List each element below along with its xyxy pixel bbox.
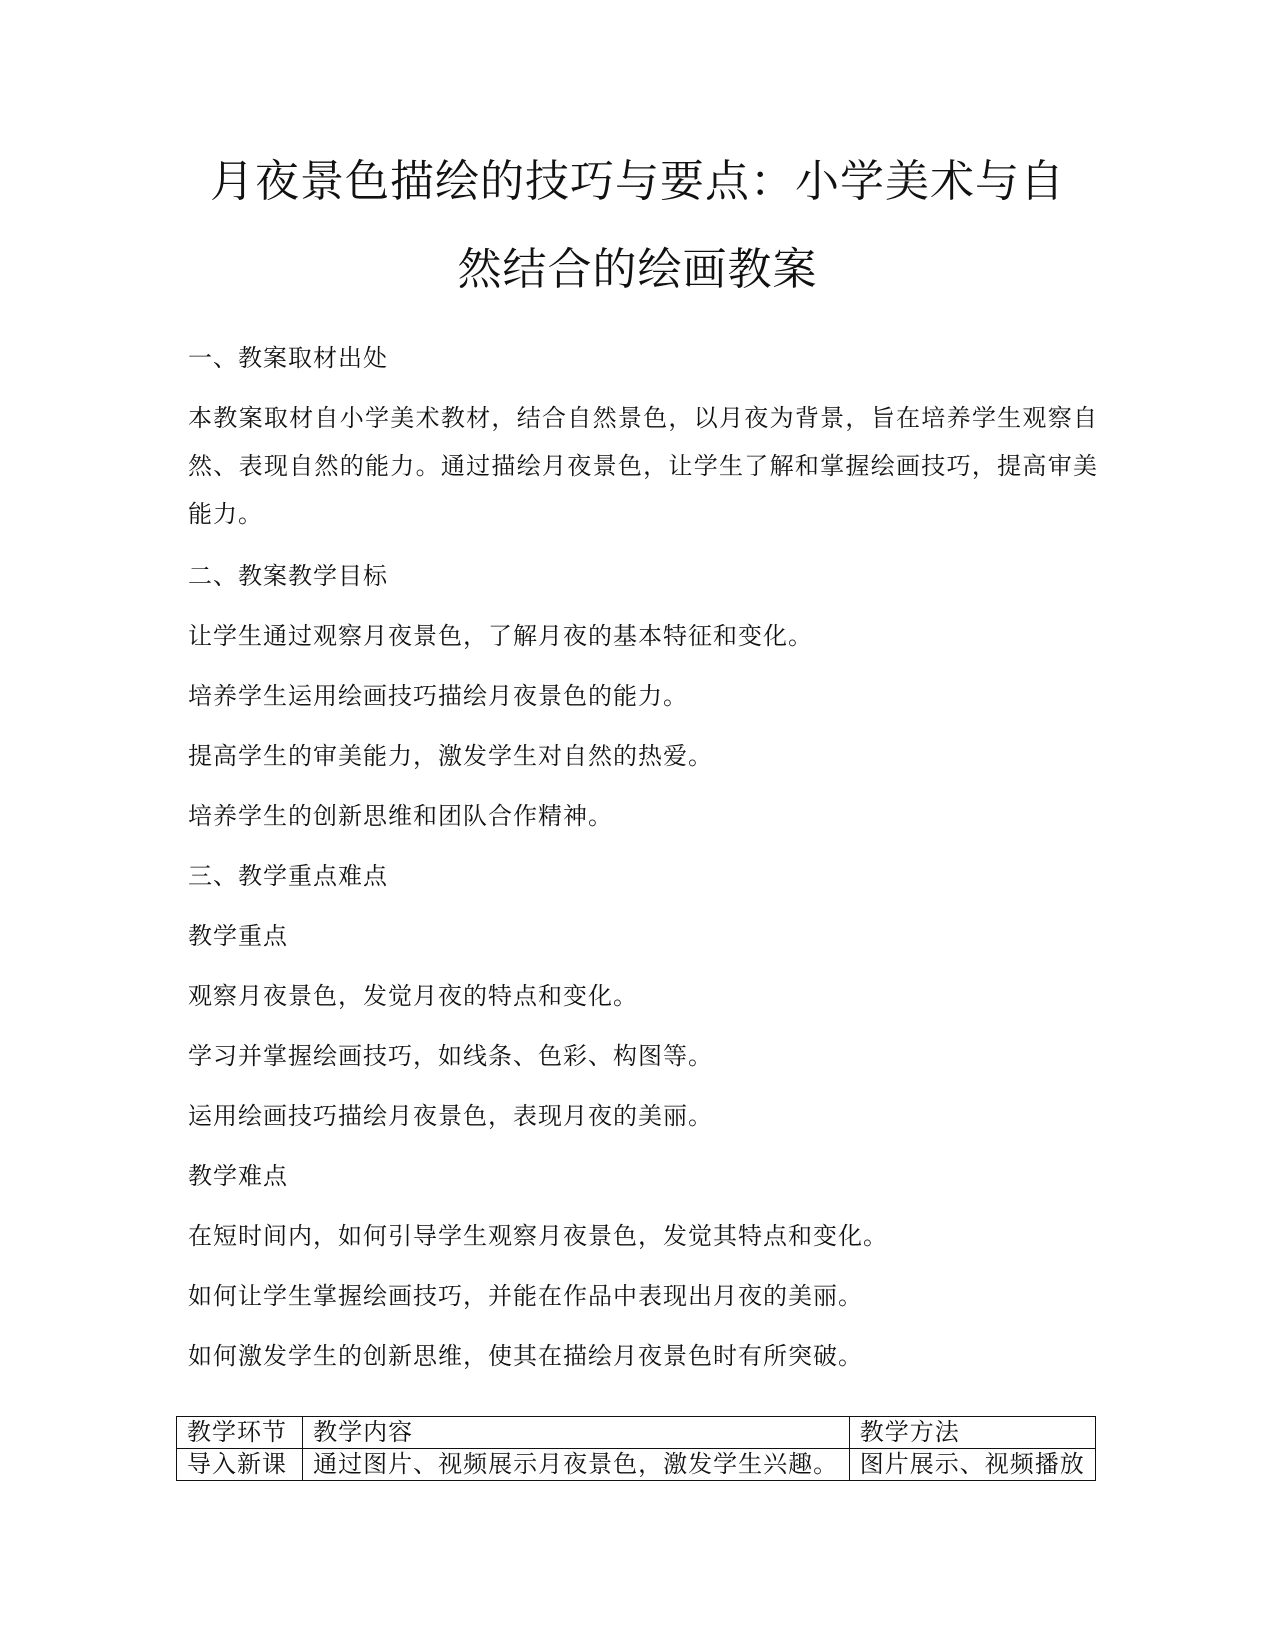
teaching-process-table [176, 1416, 1096, 1481]
subheading-key-points: 教学重点 [188, 922, 288, 950]
table-cell: 导入新课 [177, 1449, 303, 1481]
difficulty-item: 在短时间内，如何引导学生观察月夜景色，发觉其特点和变化。 [188, 1222, 888, 1250]
section-source-body: 本教案取材自小学美术教材，结合自然景色，以月夜为背景，旨在培养学生观察自然、表现自然的能力。通过描绘月夜景色，让学生了解和掌握绘画技巧，提高审美能力。 [188, 404, 1098, 528]
table-cell: 通过图片、视频展示月夜景色，激发学生兴趣。 [303, 1449, 850, 1481]
difficulty-item: 如何让学生掌握绘画技巧，并能在作品中表现出月夜的美丽。 [188, 1282, 863, 1310]
section-heading-objectives: 二、教案教学目标 [188, 562, 388, 590]
difficulty-item: 如何激发学生的创新思维，使其在描绘月夜景色时有所突破。 [188, 1342, 863, 1370]
table-header-cell: 教学方法 [849, 1417, 1095, 1449]
key-point-item: 运用绘画技巧描绘月夜景色，表现月夜的美丽。 [188, 1102, 713, 1130]
section-heading-source: 一、教案取材出处 [188, 344, 388, 372]
table-row [177, 1449, 1096, 1481]
objective-item: 让学生通过观察月夜景色，了解月夜的基本特征和变化。 [188, 622, 813, 650]
table-header-cell: 教学环节 [177, 1417, 303, 1449]
table-cell: 图片展示、视频播放 [849, 1449, 1095, 1481]
subheading-difficulties: 教学难点 [188, 1162, 288, 1190]
section-heading-key-difficult: 三、教学重点难点 [188, 862, 388, 890]
key-point-item: 观察月夜景色，发觉月夜的特点和变化。 [188, 982, 638, 1010]
objective-item: 培养学生运用绘画技巧描绘月夜景色的能力。 [188, 682, 688, 710]
document-title-line-2: 然结合的绘画教案 [457, 244, 818, 295]
table-header-cell: 教学内容 [303, 1417, 850, 1449]
key-point-item: 学习并掌握绘画技巧，如线条、色彩、构图等。 [188, 1042, 713, 1070]
table-header-row [177, 1417, 1096, 1449]
objective-item: 培养学生的创新思维和团队合作精神。 [188, 802, 613, 830]
document-title-line-1: 月夜景色描绘的技巧与要点：小学美术与自 [210, 156, 1065, 207]
objective-item: 提高学生的审美能力，激发学生对自然的热爱。 [188, 742, 713, 770]
